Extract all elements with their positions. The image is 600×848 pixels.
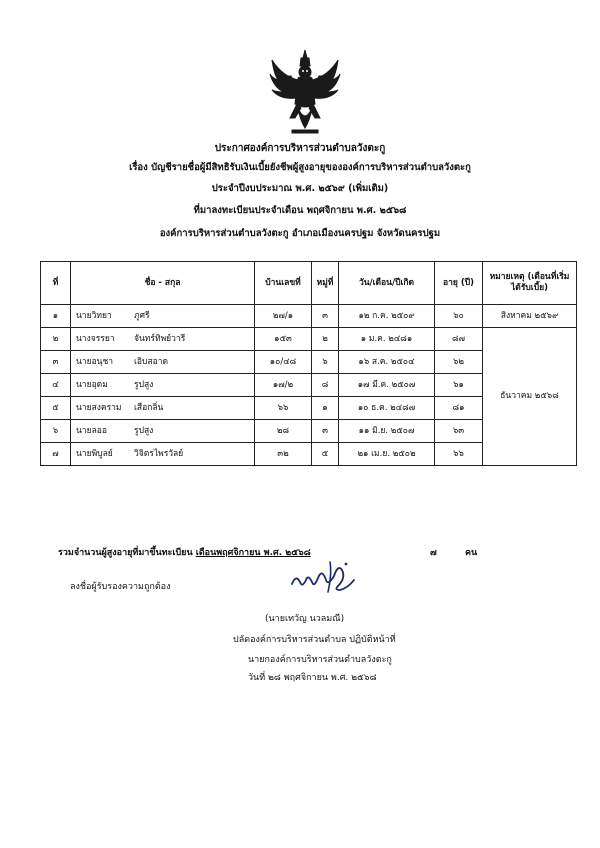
row-dob: ๑๑ มิ.ย. ๒๕๐๗ (339, 420, 435, 443)
first-name: นายลออ (76, 425, 107, 436)
row-no: ๔ (41, 374, 71, 397)
row-name (71, 443, 255, 466)
signature-date: วันที่ ๒๘ พฤศจิกายน พ.ศ. ๒๕๖๘ (248, 673, 377, 683)
row-house: ๑๕๓ (255, 328, 312, 351)
row-no: ๗ (41, 443, 71, 466)
row-remark-merged: ธันวาคม ๒๕๖๘ (483, 328, 577, 466)
row-house: ๓๒ (255, 443, 312, 466)
summary-text: รวมจำนวนผู้สูงอายุที่มาขึ้นทะเบียน (58, 548, 193, 558)
row-village: ๘ (312, 374, 339, 397)
row-name (71, 351, 255, 374)
row-house: ๒๘ (255, 420, 312, 443)
row-dob: ๒๑ เม.ย. ๒๕๐๒ (339, 443, 435, 466)
row-village: ๑ (312, 397, 339, 420)
first-name: นายอุดม (76, 379, 108, 390)
row-no: ๖ (41, 420, 71, 443)
elderly-register-table (40, 261, 577, 466)
col-header-remark: หมายเหตุ (เดือนที่เริ่มได้รับเบี้ย) (483, 262, 577, 305)
summary-unit: คน (465, 548, 478, 558)
row-house: ๑๗/๒ (255, 374, 312, 397)
garuda-emblem-icon (268, 48, 342, 138)
col-header-dob: วัน/เดือน/ปีเกิด (339, 262, 435, 305)
row-village: ๓ (312, 305, 339, 328)
last-name: ภูศรี (134, 310, 150, 321)
row-name (71, 374, 255, 397)
col-header-village: หมู่ที่ (312, 262, 339, 305)
first-name: นายพิบูลย์ (76, 448, 113, 459)
last-name: รูปสูง (134, 379, 154, 390)
row-village: ๕ (312, 443, 339, 466)
row-age: ๖๑ (435, 374, 483, 397)
row-name (71, 328, 255, 351)
row-dob: ๑๒ ก.ค. ๒๕๐๙ (339, 305, 435, 328)
row-no: ๒ (41, 328, 71, 351)
row-house: ๖๖ (255, 397, 312, 420)
table-row (41, 305, 577, 328)
row-name (71, 397, 255, 420)
summary-month: เดือนพฤศจิกายน พ.ศ. ๒๕๖๘ (195, 548, 311, 558)
row-dob: ๑๗ มี.ค. ๒๕๐๗ (339, 374, 435, 397)
col-header-no: ที่ (41, 262, 71, 305)
row-name (71, 305, 255, 328)
row-dob: ๑๖ ส.ค. ๒๕๐๔ (339, 351, 435, 374)
certify-label: ลงชื่อผู้รับรองความถูกต้อง (70, 582, 171, 592)
announcement-subject: เรื่อง บัญชีรายชื่อผู้มีสิทธิรับเงินเบี้ยยังชีพผู้สูงอายุขององค์การบริหารส่วนตำบลวังตะกู (129, 162, 471, 173)
col-header-house: บ้านเลขที่ (255, 262, 312, 305)
row-house: ๑๐/๔๘ (255, 351, 312, 374)
row-village: ๓ (312, 420, 339, 443)
row-no: ๑ (41, 305, 71, 328)
row-no: ๓ (41, 351, 71, 374)
signer-position: ปลัดองค์การบริหารส่วนตำบล ปฏิบัติหน้าที่ (233, 635, 396, 645)
organization-line: องค์การบริหารส่วนตำบลวังตะกู อำเภอเมืองนครปฐม จังหวัดนครปฐม (159, 228, 441, 239)
col-header-name: ชื่อ - สกุล (71, 262, 255, 305)
first-name: นายอนุชา (76, 356, 114, 367)
row-age: ๖๐ (435, 305, 483, 328)
row-name (71, 420, 255, 443)
last-name: เอิบสอาด (134, 356, 168, 367)
first-name: นายวิทยา (76, 310, 112, 321)
row-village: ๒ (312, 328, 339, 351)
row-dob: ๑๐ ธ.ค. ๒๔๘๗ (339, 397, 435, 420)
last-name: รูปสูง (134, 425, 154, 436)
summary-count: ๗ (430, 548, 437, 558)
register-month: ที่มาลงทะเบียนประจำเดือน พฤศจิกายน พ.ศ. ๒๕๖๘ (193, 205, 407, 216)
row-age: ๖๒ (435, 351, 483, 374)
col-header-age: อายุ (ปี) (435, 262, 483, 305)
signer-position-acting: นายกองค์การบริหารส่วนตำบลวังตะกู (248, 655, 392, 665)
last-name: เสือกลิ่น (134, 402, 164, 413)
table-header-row (41, 262, 577, 305)
row-age: ๘๑ (435, 397, 483, 420)
summary-line (58, 545, 311, 559)
row-house: ๒๗/๑ (255, 305, 312, 328)
last-name: จันทร์ทิพย์วารี (134, 333, 186, 344)
row-age: ๖๓ (435, 420, 483, 443)
row-dob: ๑ ม.ค. ๒๔๘๑ (339, 328, 435, 351)
signer-name: (นายเทวัญ นวลมณี) (265, 614, 345, 624)
last-name: วิจิตรไพรวัลย์ (134, 448, 184, 459)
first-name: นางจรรยา (76, 333, 115, 344)
announcement-title: ประกาศองค์การบริหารส่วนตำบลวังตะกู (214, 143, 386, 154)
row-no: ๕ (41, 397, 71, 420)
row-age: ๖๖ (435, 443, 483, 466)
table-row (41, 328, 577, 351)
fiscal-year: ประจำปีงบประมาณ พ.ศ. ๒๕๖๙ (เพิ่มเติม) (211, 183, 389, 194)
first-name: นายสงคราม (76, 402, 122, 413)
row-age: ๘๗ (435, 328, 483, 351)
row-village: ๖ (312, 351, 339, 374)
handwritten-signature-icon (288, 556, 360, 598)
row-remark: สิงหาคม ๒๕๖๙ (483, 305, 577, 328)
